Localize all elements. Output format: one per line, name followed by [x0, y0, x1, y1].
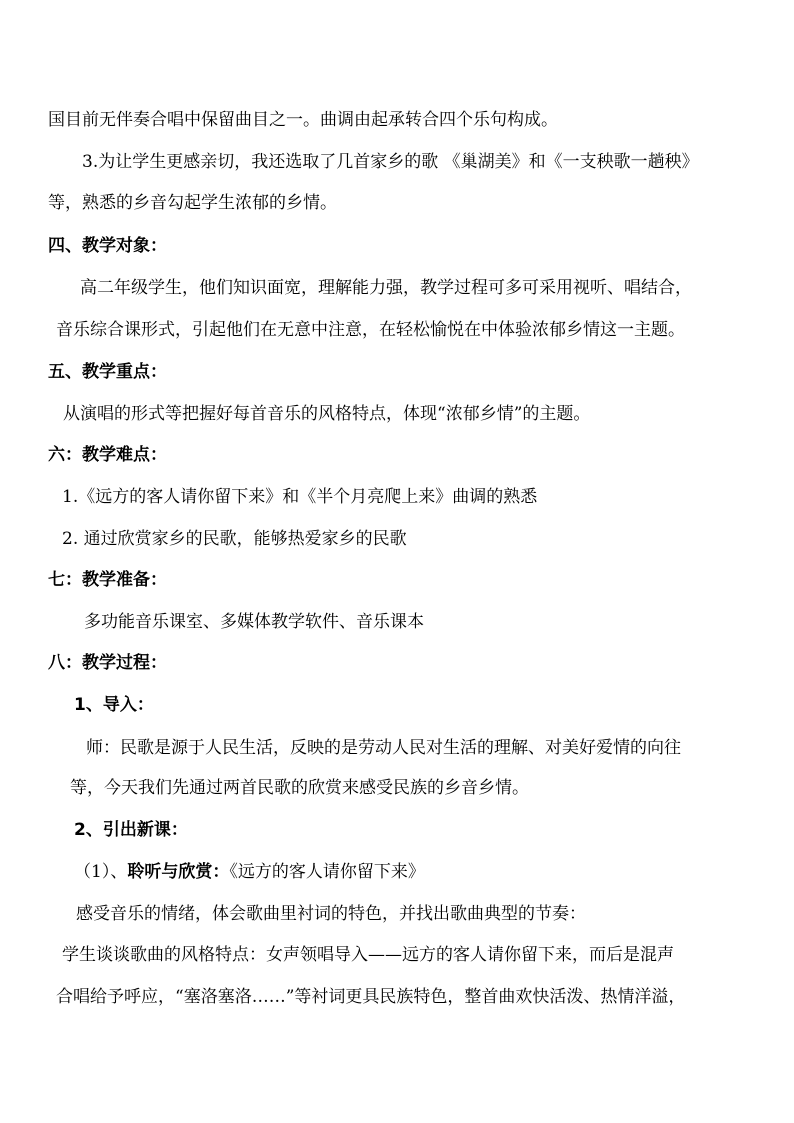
list-item: 1.《远方的客人请你留下来》和《半个月亮爬上来》曲调的熟悉 [62, 487, 538, 507]
sub-heading-bold: 聆听与欣赏： [127, 862, 230, 882]
sub-heading-line [74, 861, 425, 883]
section-heading: 六：教学难点： [48, 445, 167, 465]
body-line: 师：民歌是源于人民生活，反映的是劳动人民对生活的理解、对美好爱情的向往 [86, 738, 681, 758]
subsection-heading: 1、导入： [74, 695, 154, 715]
body-line: 从演唱的形式等把握好每首音乐的风格特点，体现“浓郁乡情”的主题。 [63, 404, 591, 424]
body-line: 国目前无伴奏合唱中保留曲目之一。曲调由起承转合四个乐句构成。 [48, 110, 558, 130]
list-item: 2. 通过欣赏家乡的民歌，能够热爱家乡的民歌 [62, 529, 407, 549]
body-line: 合唱给予呼应，“塞洛塞洛……”等衬词更具民族特色，整首曲欢快活泼、热情洋溢， [56, 987, 686, 1007]
body-line: 3.为让学生更感亲切，我还选取了几首家乡的歌 《巢湖美》和《一支秧歌一趟秧》 [82, 152, 699, 172]
body-line: 等，熟悉的乡音勾起学生浓郁的乡情。 [48, 193, 337, 213]
section-heading: 五、教学重点： [48, 362, 167, 382]
subsection-heading: 2、引出新课： [74, 820, 188, 840]
body-line: 高二年级学生，他们知识面宽，理解能力强，教学过程可多可采用视听、唱结合， [80, 278, 692, 298]
body-line: 等，今天我们先通过两首民歌的欣赏来感受民族的乡音乡情。 [70, 778, 529, 798]
body-line: 学生谈谈歌曲的风格特点：女声领唱导入——远方的客人请你留下来，而后是混声 [62, 945, 674, 965]
body-line: 多功能音乐课室、多媒体教学软件、音乐课本 [84, 612, 424, 632]
sub-heading-number: （1）、 [74, 862, 128, 882]
body-line: 音乐综合课形式，引起他们在无意中注意，在轻松愉悦在中体验浓郁乡情这一主题。 [56, 320, 685, 340]
section-heading: 八：教学过程： [48, 653, 167, 673]
section-heading: 四、教学对象： [48, 236, 167, 256]
section-heading: 七：教学准备： [48, 570, 167, 590]
sub-heading-title: 《远方的客人请你留下来》 [229, 862, 425, 882]
body-line: 感受音乐的情绪，体会歌曲里衬词的特色，并找出歌曲典型的节奏： [76, 904, 586, 924]
